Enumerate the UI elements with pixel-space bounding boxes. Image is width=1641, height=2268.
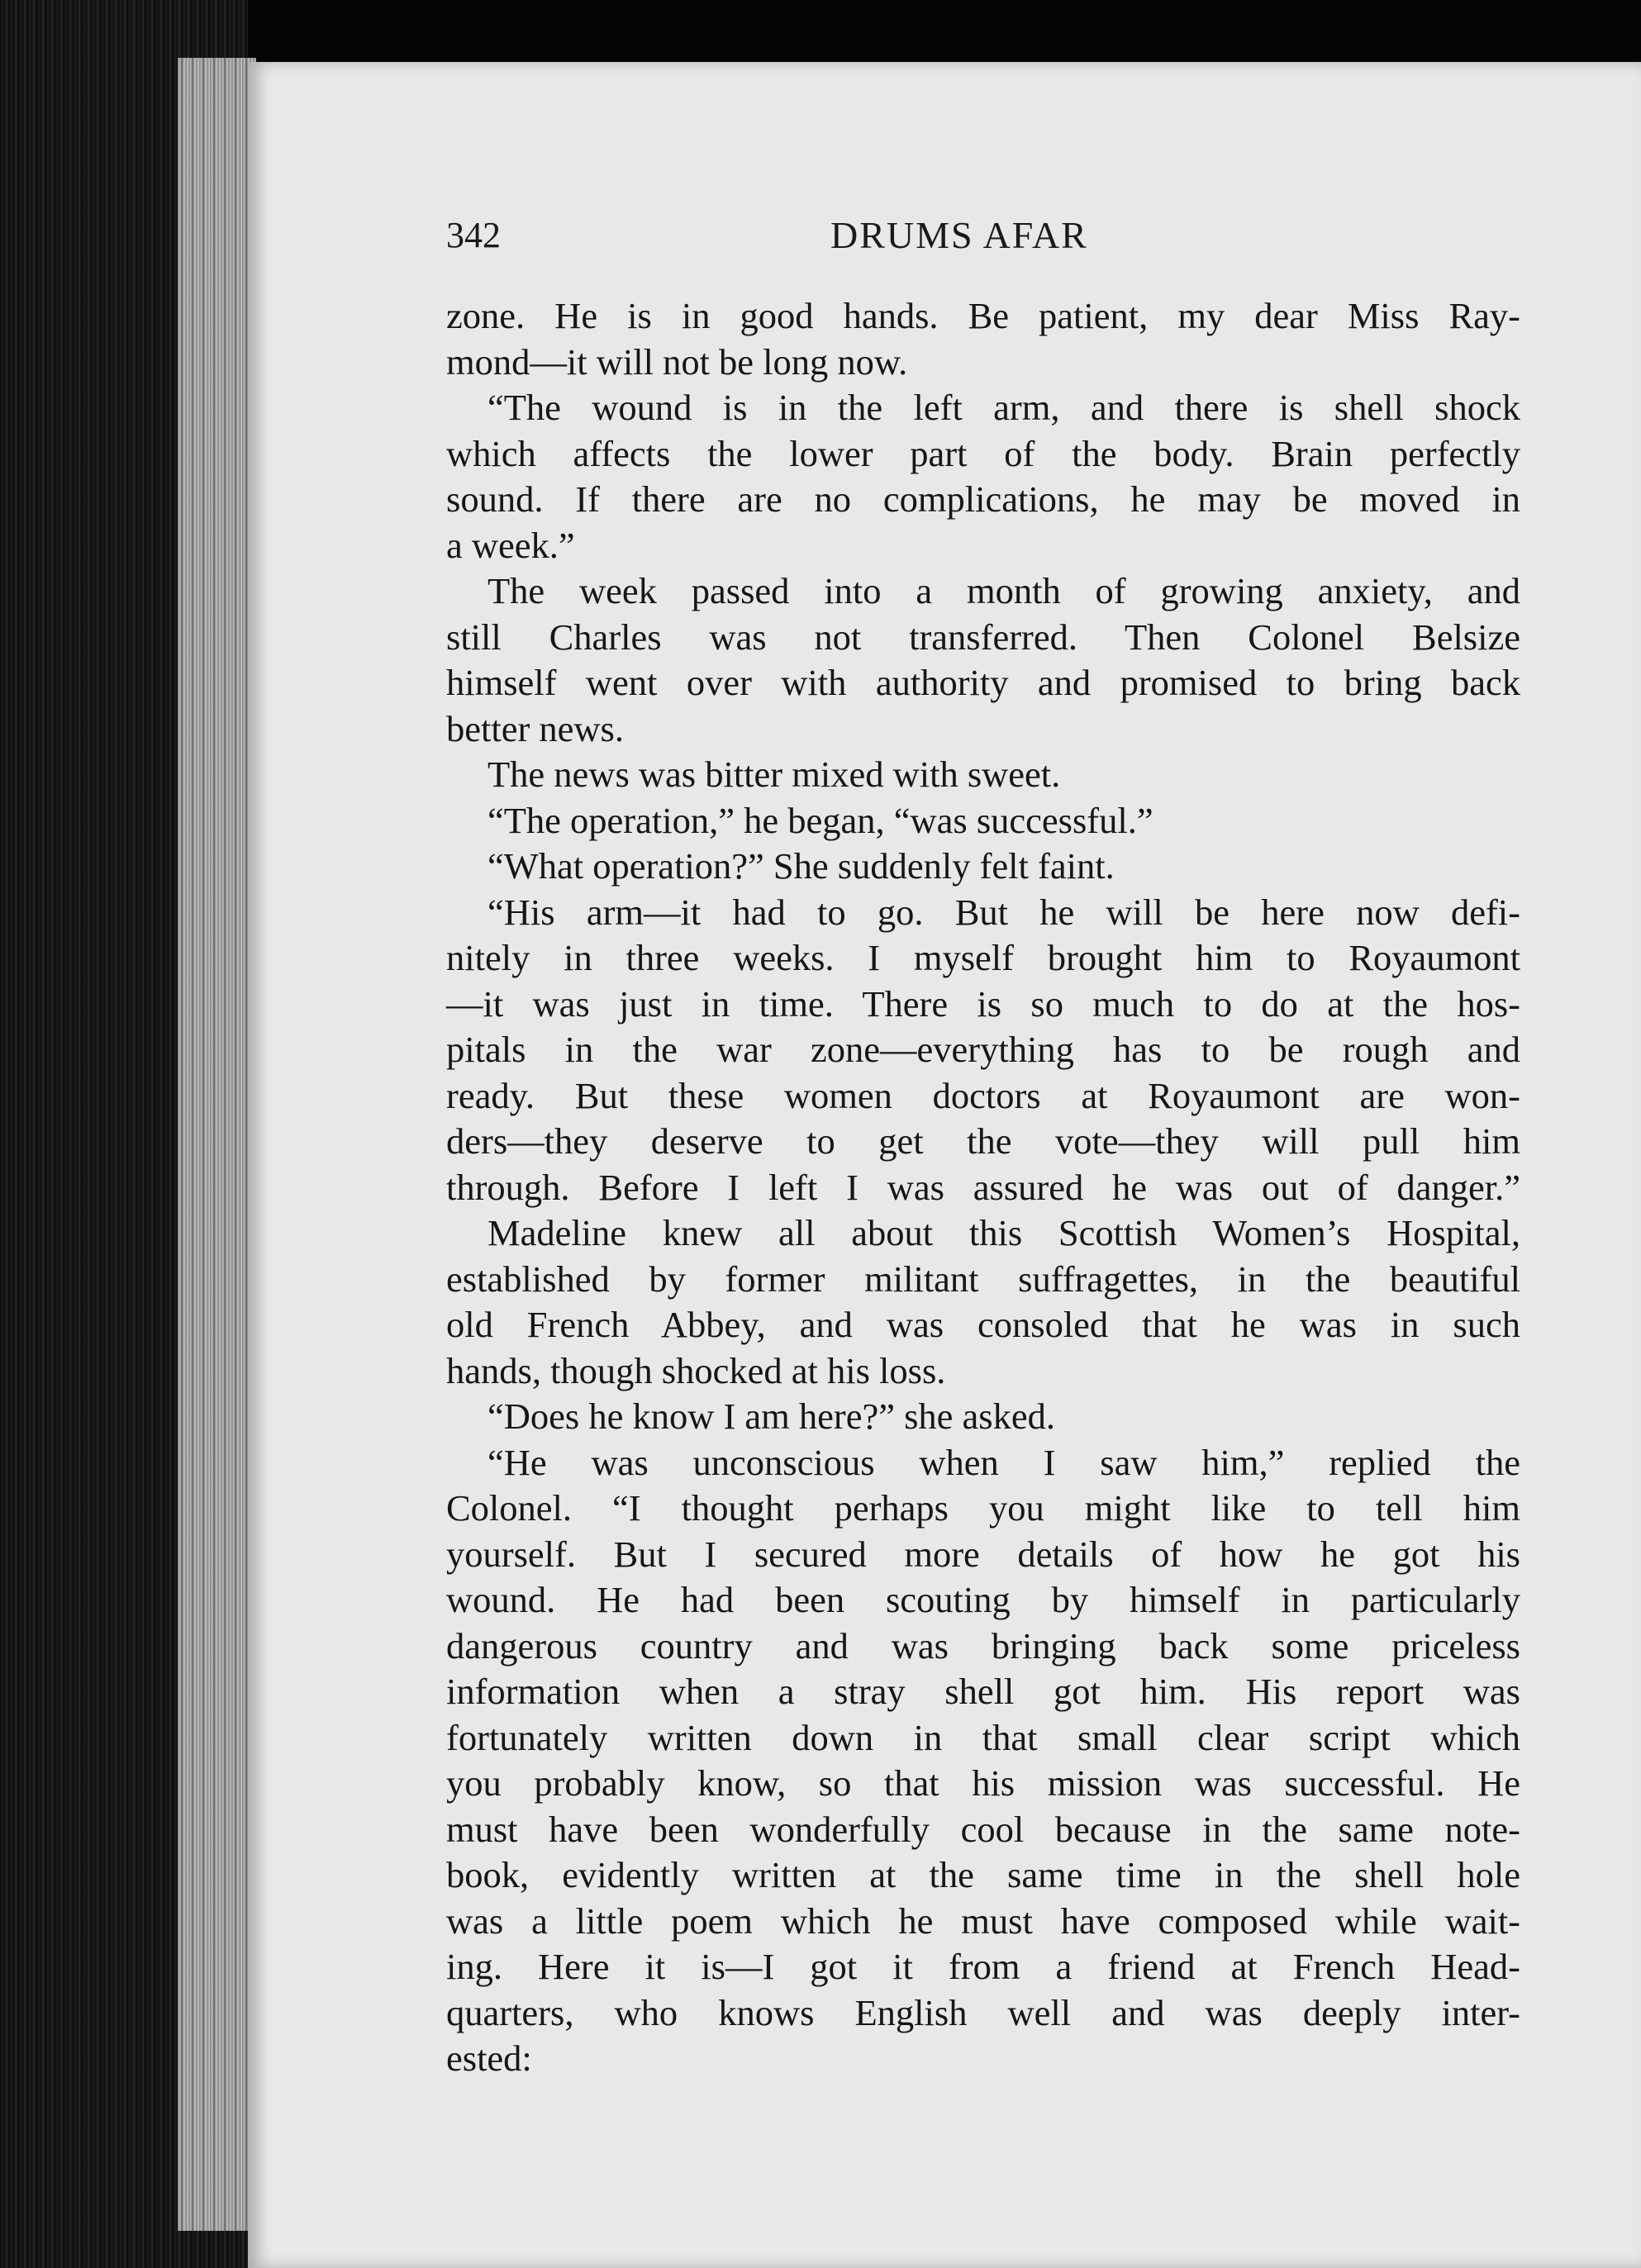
text-line: you probably know, so that his mission was successful. He (446, 1762, 1520, 1804)
text-line: “Does he know I am here?” she asked. (488, 1396, 1055, 1437)
text-line: The week passed into a month of growing anxiety, and (488, 570, 1520, 611)
text-line: sound. If there are no complications, he may be moved in (446, 478, 1520, 520)
text-line: Colonel. “I thought perhaps you might like to tell him (446, 1487, 1520, 1529)
text-line: information when a stray shell got him. His report was (446, 1671, 1520, 1712)
text-line: hands, though shocked at his loss. (446, 1349, 946, 1391)
text-line: quarters, who knows English well and was deeply inter- (446, 1991, 1520, 2033)
text-line: The news was bitter mixed with sweet. (488, 754, 1061, 795)
text-line: ready. But these women doctors at Royaumont are won- (446, 1074, 1520, 1116)
body-text (446, 293, 1520, 2082)
text-line: pitals in the war zone—everything has to be rough and (446, 1029, 1520, 1070)
text-line: himself went over with authority and promised to bring back (446, 662, 1520, 703)
text-line: Madeline knew all about this Scottish Women’s Hospital, (488, 1212, 1520, 1253)
text-line: zone. He is in good hands. Be patient, my dear Miss Ray- (446, 295, 1520, 336)
text-line: better news. (446, 707, 625, 749)
text-line: wound. He had been scouting by himself in particularly (446, 1579, 1520, 1620)
text-line: which affects the lower part of the body. Brain perfectly (446, 432, 1520, 474)
page-stack-edges (178, 58, 256, 2231)
text-line: a week.” (446, 524, 575, 566)
text-line: “The wound is in the left arm, and there is shell shock (488, 387, 1520, 428)
text-line: ing. Here it is—I got it from a friend at French Head- (446, 1946, 1520, 1987)
text-line: “His arm—it had to go. But he will be here now defi- (488, 891, 1520, 933)
text-line: mond—it will not be long now. (446, 340, 908, 383)
text-line: nitely in three weeks. I myself brought him to Royaumont (446, 937, 1520, 978)
text-line: ested: (446, 2037, 532, 2079)
text-line: dangerous country and was bringing back some priceless (446, 1624, 1520, 1667)
text-line: “What operation?” She suddenly felt faint. (488, 845, 1115, 887)
text-line: was a little poem which he must have composed while wait- (446, 1900, 1520, 1942)
text-line: established by former militant suffragettes, in the beautiful (446, 1258, 1520, 1300)
text-line: must have been wonderfully cool because in the same note- (446, 1808, 1520, 1850)
book-title: DRUMS AFAR (830, 214, 1088, 256)
page-number: 342 (446, 215, 501, 255)
text-line: —it was just in time. There is so much to do at the hos- (446, 982, 1520, 1025)
text-line: ders—they deserve to get the vote—they will pull him (446, 1120, 1520, 1162)
text-line: fortunately written down in that small clear script which (446, 1716, 1520, 1758)
text-line: still Charles was not transferred. Then Colonel Belsize (446, 616, 1520, 658)
text-line: “The operation,” he began, “was successful.” (488, 799, 1153, 841)
text-line: yourself. But I secured more details of how he got his (446, 1533, 1520, 1575)
text-line: through. Before I left I was assured he was out of danger.” (446, 1166, 1520, 1208)
text-line: “He was unconscious when I saw him,” replied the (488, 1441, 1520, 1483)
text-line: old French Abbey, and was consoled that he was in such (446, 1304, 1520, 1345)
text-line: book, evidently written at the same time in the shell hole (446, 1854, 1520, 1895)
running-header (446, 211, 1520, 260)
